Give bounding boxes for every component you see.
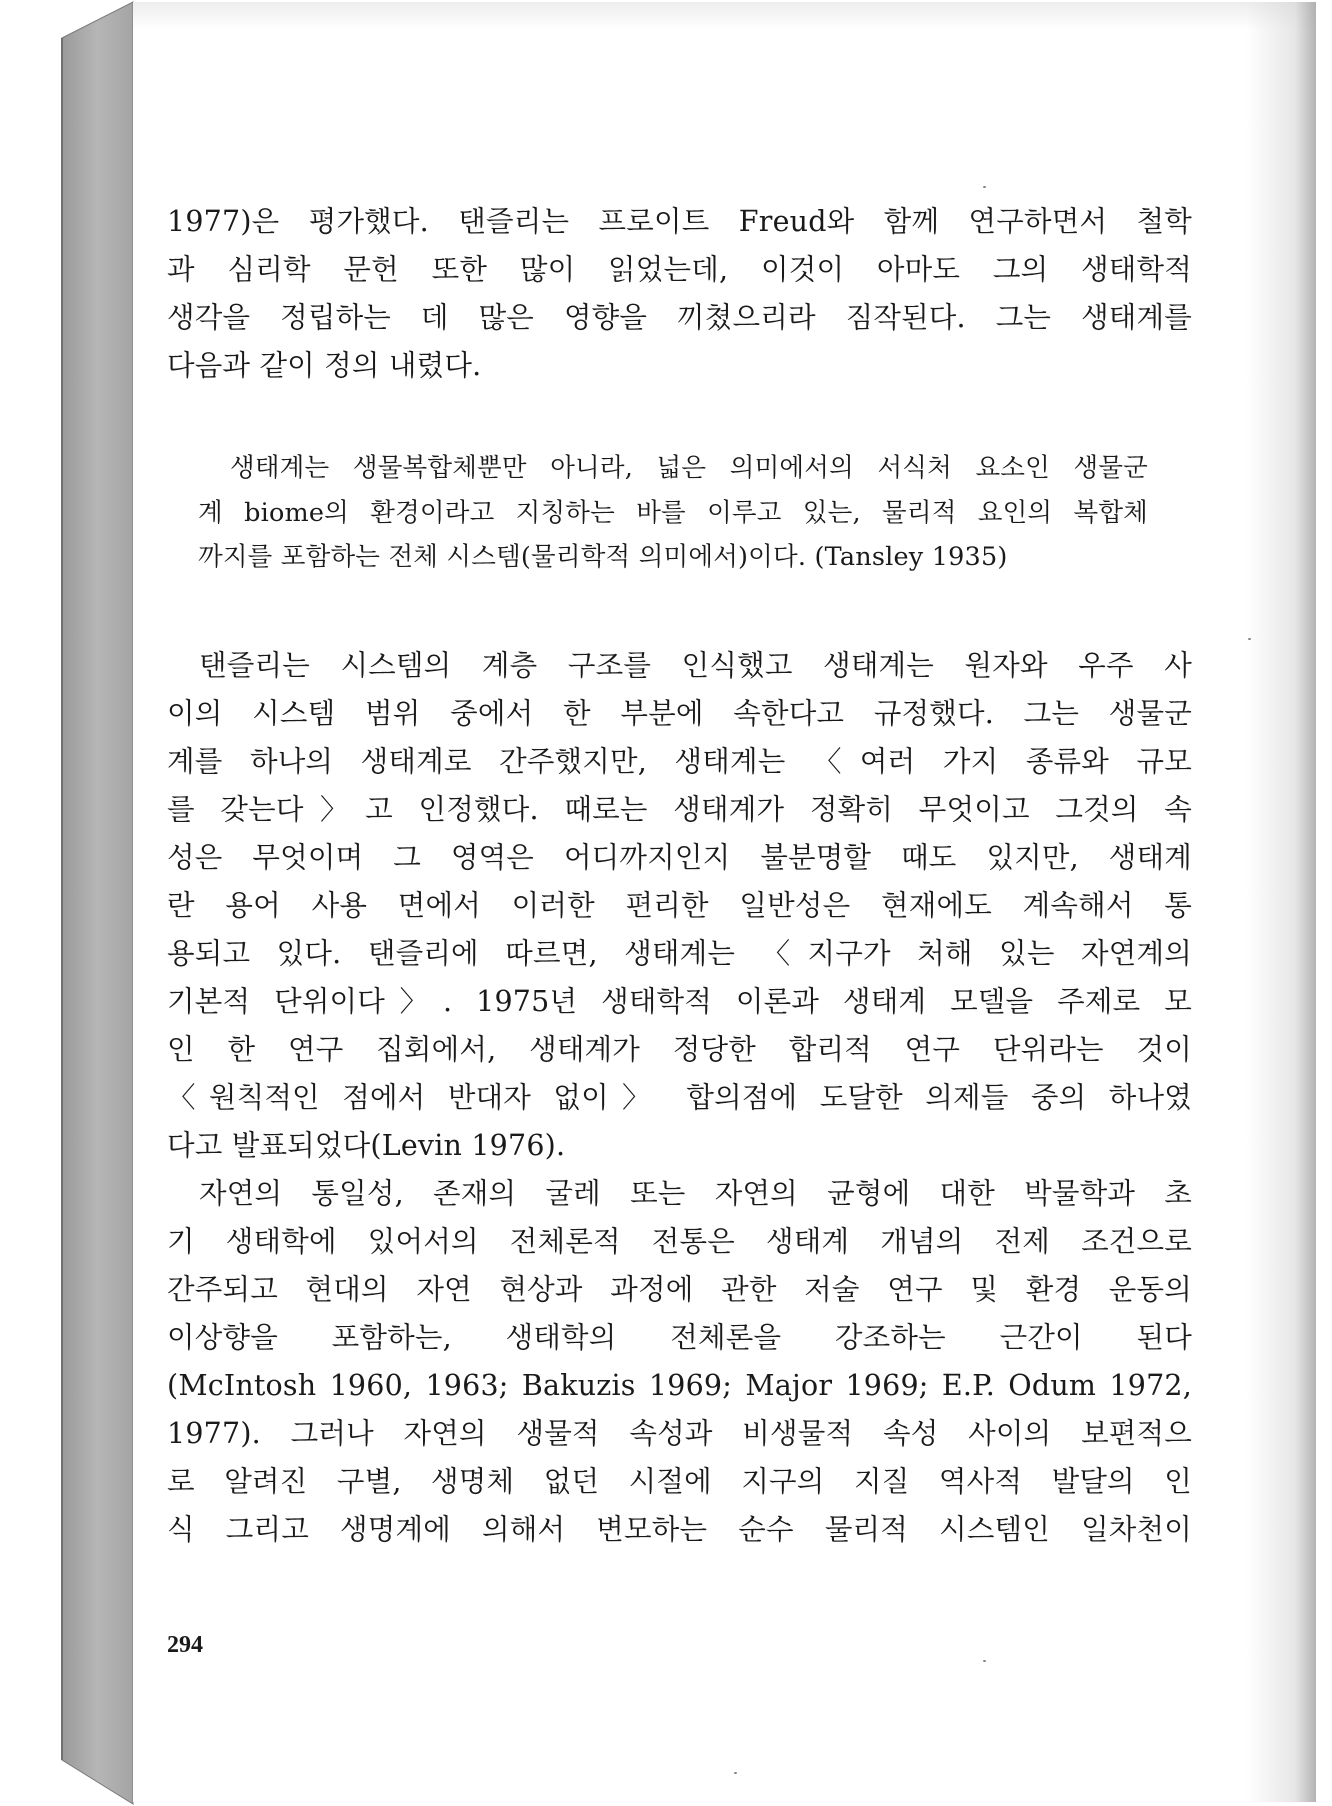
block-quote — [198, 446, 1148, 580]
text-line: (McIntosh 1960, 1963; Bakuzis 1969; Major 1969; E.P. Odum 1972, — [167, 1369, 1192, 1402]
text-line: 다음과 같이 정의 내렸다. — [167, 349, 482, 382]
page-edge-shadow — [1246, 2, 1316, 1802]
body-text — [167, 642, 1192, 1554]
text-line: 란 용어 사용 면에서 이러한 편리한 일반성은 현재에도 계속해서 통 — [167, 889, 1192, 922]
page-number: 294 — [167, 1632, 203, 1658]
text-line: 인 한 연구 집회에서, 생태계가 정당한 합리적 연구 단위라는 것이 — [167, 1033, 1192, 1066]
quote-line: 까지를 포함하는 전체 시스템(물리학적 의미에서)이다. (Tansley 1935) — [198, 542, 1008, 572]
text-line: 과 심리학 문헌 또한 많이 읽었는데, 이것이 아마도 그의 생태학적 — [167, 253, 1192, 286]
text-line: 성은 무엇이며 그 영역은 어디까지인지 불분명할 때도 있지만, 생태계 — [167, 841, 1192, 874]
text-line: 탠즐리는 시스템의 계층 구조를 인식했고 생태계는 원자와 우주 사 — [199, 649, 1192, 682]
quote-line: 생태계는 생물복합체뿐만 아니라, 넓은 의미에서의 서식처 요소인 생물군 — [230, 453, 1148, 483]
text-line: 계를 하나의 생태계로 간주했지만, 생태계는 〈여러 가지 종류와 규모 — [167, 745, 1192, 778]
book-spine — [0, 0, 140, 1806]
text-line: 이의 시스템 범위 중에서 한 부분에 속한다고 규정했다. 그는 생물군 — [167, 697, 1192, 730]
text-line: 를 갖는다〉고 인정했다. 때로는 생태계가 정확히 무엇이고 그것의 속 — [167, 793, 1192, 826]
quote-line: 계 biome의 환경이라고 지칭하는 바를 이루고 있는, 물리적 요인의 복합체 — [198, 497, 1148, 528]
text-line: 자연의 통일성, 존재의 굴레 또는 자연의 균형에 대한 박물학과 초 — [199, 1177, 1192, 1210]
text-line: 용되고 있다. 탠즐리에 따르면, 생태계는 〈지구가 처해 있는 자연계의 — [167, 937, 1192, 970]
text-line: 기 생태학에 있어서의 전체론적 전통은 생태계 개념의 전제 조건으로 — [167, 1225, 1192, 1258]
text-line: 로 알려진 구별, 생명체 없던 시절에 지구의 지질 역사적 발달의 인 — [167, 1465, 1192, 1498]
paragraph-1 — [167, 198, 1192, 390]
text-line: 다고 발표되었다(Levin 1976). — [167, 1129, 566, 1162]
text-line: 이상향을 포함하는, 생태학의 전체론을 강조하는 근간이 된다 — [167, 1321, 1192, 1354]
dust-speck — [734, 1772, 737, 1774]
text-line: 〈원칙적인 점에서 반대자 없이〉 합의점에 도달한 의제들 중의 하나였 — [167, 1081, 1192, 1114]
text-line: 생각을 정립하는 데 많은 영향을 끼쳤으리라 짐작된다. 그는 생태계를 — [167, 301, 1192, 334]
text-line: 1977). 그러나 자연의 생물적 속성과 비생물적 속성 사이의 보편적으 — [167, 1417, 1192, 1450]
dust-speck — [1248, 638, 1251, 640]
text-line: 1977)은 평가했다. 탠즐리는 프로이트 Freud와 함께 연구하면서 철학 — [167, 205, 1192, 238]
text-line: 간주되고 현대의 자연 현상과 과정에 관한 저술 연구 및 환경 운동의 — [167, 1273, 1192, 1306]
dust-speck — [983, 1660, 986, 1662]
dust-speck — [983, 186, 986, 188]
text-line: 식 그리고 생명계에 의해서 변모하는 순수 물리적 시스템인 일차천이 — [167, 1513, 1192, 1546]
page-top-shadow — [133, 2, 1316, 30]
text-line: 기본적 단위이다〉. 1975년 생태학적 이론과 생태계 모델을 주제로 모 — [167, 985, 1192, 1018]
